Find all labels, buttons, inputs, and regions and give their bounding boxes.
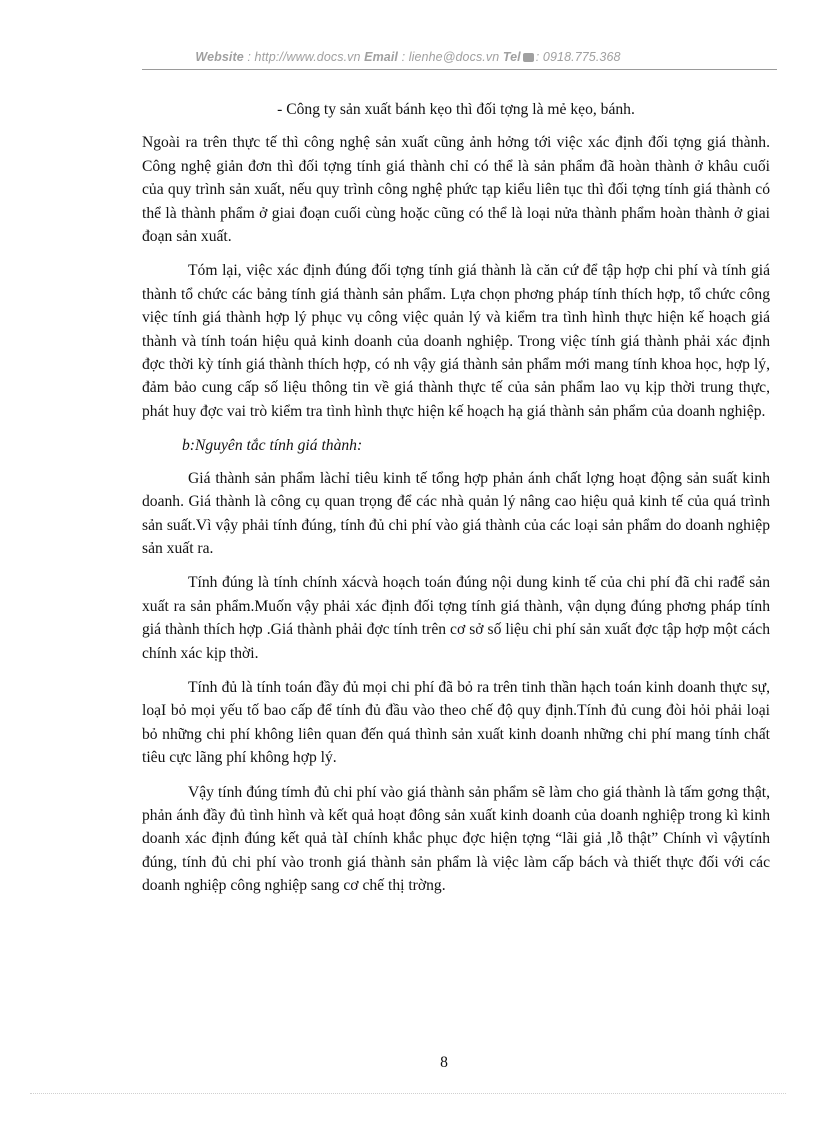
tel-value: : 0918.775.368 xyxy=(535,50,621,64)
page-number: 8 xyxy=(440,1054,448,1071)
footer-rule xyxy=(30,1093,786,1094)
paragraph-list-item: - Công ty sản xuất bánh kẹo thì đối tợng là mẻ kẹo, bánh. xyxy=(277,101,635,118)
paragraph-conclusion: Vậy tính đúng tímh đủ chi phí vào giá thành sản phẩm sẽ làm cho giá thành là tấm gơng thật, phản ánh đầy đủ tình hình và kết quả hoạt đông sản xuất kinh doanh của doanh nghiệp trong kì kinh doanh xác định đúng kết quả tàI chính khắc phục đợc hiện tợng “lãi giả ,lỗ thật” Chính vì vậytính đúng, tính đủ chi phí vào tronh giá thành sản phẩm là việc làm cấp bách và thiết thực đối với các doanh nghiệp công nghiệp sang cơ chế thị trờng. xyxy=(142,783,770,895)
website-value: : http://www.docs.vn xyxy=(247,50,361,64)
phone-icon xyxy=(523,53,534,62)
tel-label: Tel xyxy=(502,50,521,64)
paragraph-correct-calculation: Tính đúng là tính chính xácvà hoạch toán đúng nội dung kinh tế của chi phí đã chi rađể sản xuất ra sản phẩm.Muốn vậy phải xác định đối tợng tính giá thành, vận dụng đúng phơng pháp tính giá thành thích hợp .Giá thành phải đợc tính trên cơ sở số liệu chi phí sản xuất đợc tập hợp một cách chính xác kịp thời. xyxy=(142,574,770,662)
website-label: Website xyxy=(195,50,244,64)
paragraph-cost-principle: Giá thành sản phẩm làchỉ tiêu kinh tế tổng hợp phản ánh chất lợng hoạt động sản suất kinh doanh. Giá thành là công cụ quan trọng để các nhà quản lý nâng cao hiệu quả kinh tế của quá trình sản suất.Vì vậy phải tính đúng, tính đủ chi phí vào giá thành của các loại sản phẩm do doanh nghiệp sản xuất ra. xyxy=(142,469,770,557)
email-label: Email xyxy=(364,50,399,64)
paragraph-full-calculation: Tính đủ là tính toán đầy đủ mọi chi phí đã bỏ ra trên tinh thần hạch toán kinh doanh thực sự, loạI bỏ mọi yếu tố bao cấp để tính đủ đầu vào theo chế độ quy định.Tính đủ cung đòi hỏi phải loại bỏ những chi phí không liên quan đến quá thình sản xuất kinh doanh những chi phí mang tính chất tiêu cực lãng phí không hợp lý. xyxy=(142,678,770,767)
paragraph-technology: Ngoài ra trên thực tế thì công nghệ sản xuất cũng ảnh hởng tới việc xác định đối tợng giá thành. Công nghệ giản đơn thì đối tợng tính giá thành chỉ có thể là sản phẩm đã hoàn thành ở khâu cuối của quy trình sản xuất, nếu quy trình công nghệ phức tạp kiểu liên tục thì đối tợng tính giá thành có thể là thành phẩm ở giai đoạn cuối cùng hoặc cũng có thể là loại nửa thành phẩm hoàn thành ở giai đoạn sản xuất. xyxy=(142,134,770,246)
page-header xyxy=(0,50,816,64)
email-value: : lienhe@docs.vn xyxy=(401,50,500,64)
document-body xyxy=(142,98,770,909)
paragraph-summary: Tóm lại, việc xác định đúng đối tợng tính giá thành là căn cứ để tập hợp chi phí và tính giá thành tổ chức các bảng tính giá thành sản phẩm. Lựa chọn phơng pháp tính thích hợp, tổ chức công việc tính giá thành hợp lý phục vụ công việc quản lý và kiểm tra tình hình thực hiện kế hoạch giá thành và tính toán hiệu quả kinh doanh của doanh nghiệp. Trong việc tính giá thành phải xác định đợc thời kỳ tính giá thành thích hợp, có nh vậy giá thành sản phẩm mới mang tính khoa học, hợp lý, đảm bảo cung cấp số liệu thông tin về giá thành thực tế của sản phẩm lao vụ kịp thời trung thực, phát huy đợc vai trò kiểm tra tình hình thực hiện kế hoạch hạ giá thành sản phẩm của doanh nghiệp. xyxy=(142,262,770,420)
section-heading: b:Nguyên tắc tính giá thành: xyxy=(182,437,363,455)
header-rule xyxy=(142,69,777,70)
